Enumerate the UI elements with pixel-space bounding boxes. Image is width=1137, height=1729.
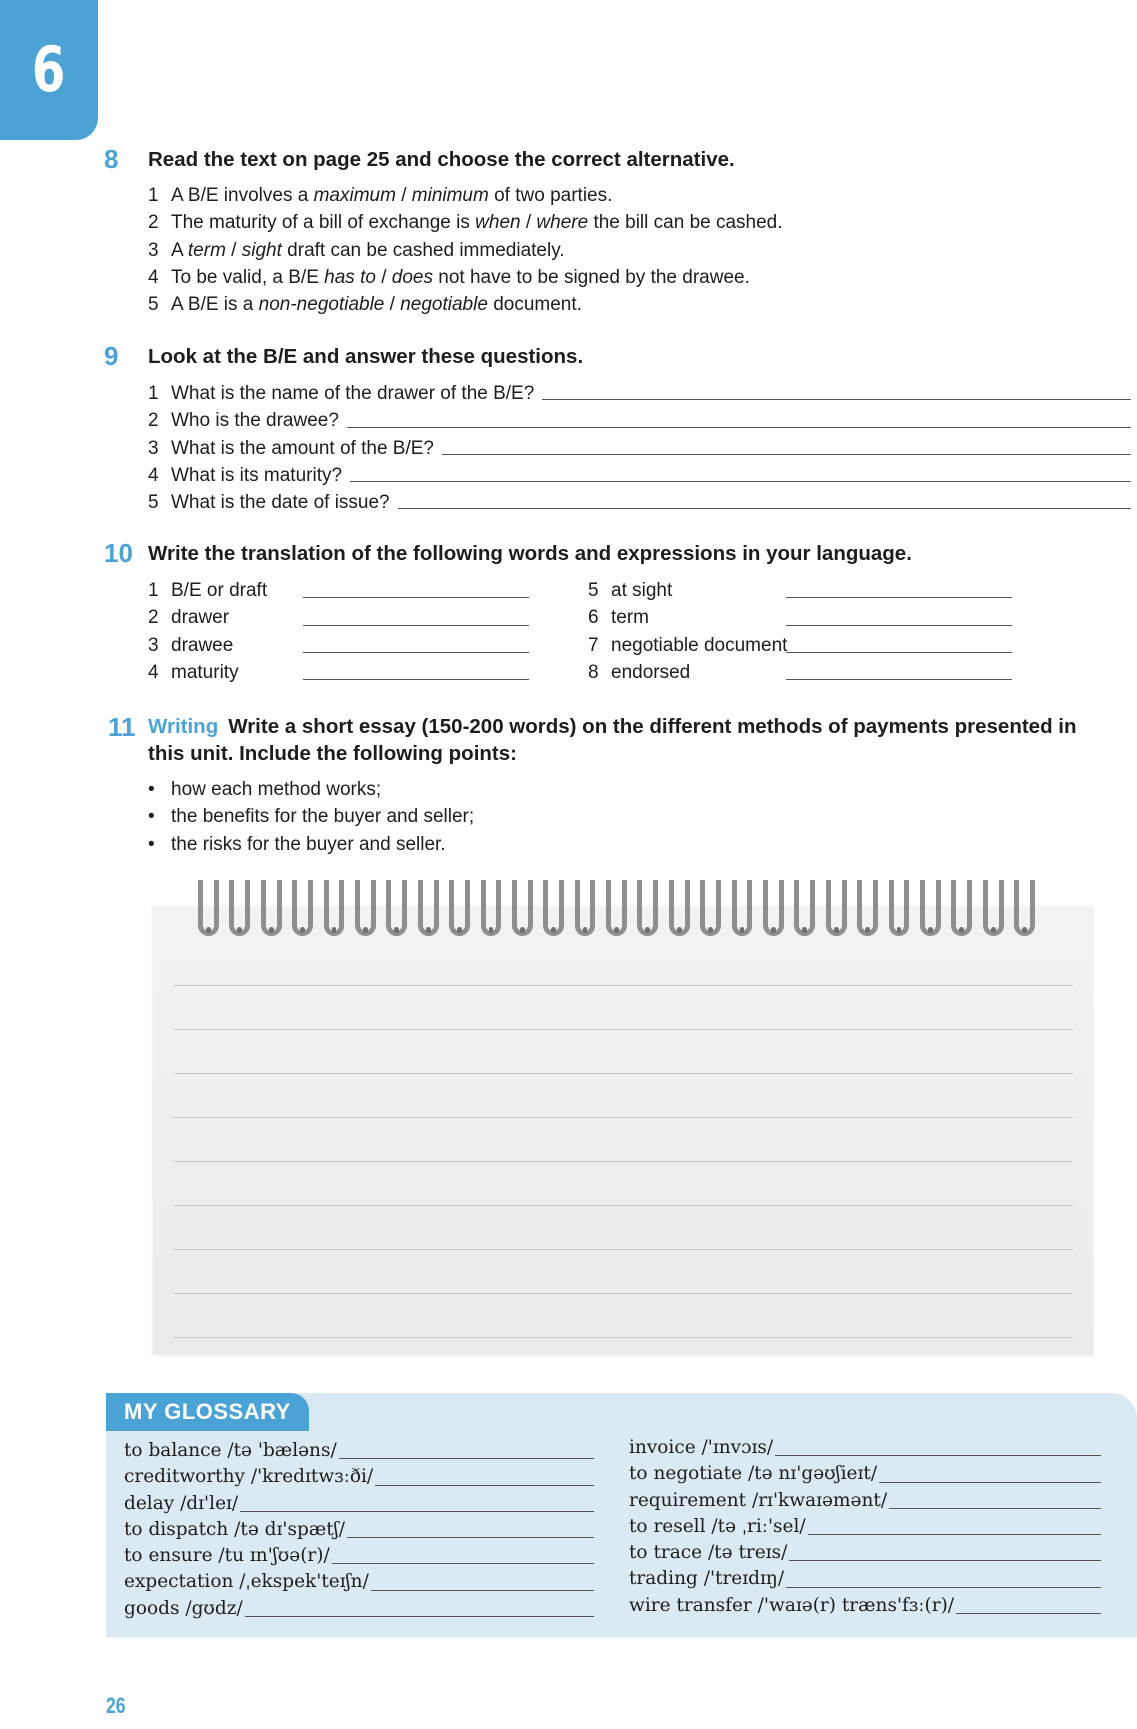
item-number: 8: [588, 661, 599, 683]
question-row: [148, 462, 1134, 489]
glossary-answer-line[interactable]: [789, 1540, 1101, 1561]
glossary-entry: [629, 1593, 1101, 1619]
writing-line[interactable]: [173, 1205, 1073, 1206]
item-number: 1: [148, 580, 159, 601]
exercise-instruction: Write the translation of the following words and expressions in your language.: [148, 542, 912, 565]
glossary-answer-line[interactable]: [808, 1514, 1101, 1535]
glossary-term: to ensure /tu ɪn'ʃʊə(r)/: [124, 1545, 330, 1567]
item-number: 2: [148, 607, 159, 629]
text-fragment: of two parties.: [488, 185, 613, 206]
item-number: 4: [148, 464, 159, 486]
writing-line[interactable]: [173, 1073, 1073, 1074]
question-row: [148, 407, 1134, 434]
translation-grid: [148, 577, 1068, 686]
translation-cell: [588, 659, 1030, 686]
text-fragment: /: [225, 239, 242, 261]
glossary-entry: [124, 1464, 594, 1490]
glossary-answer-line[interactable]: [245, 1596, 594, 1617]
writing-line[interactable]: [173, 1293, 1073, 1294]
glossary-term: wire transfer /'waɪə(r) træns'fɜː(r)/: [629, 1594, 955, 1616]
glossary-entry: [124, 1596, 594, 1622]
text-fragment: /: [375, 266, 392, 288]
exercise-instruction: Write a short essay (150-200 words) on the different methods of payments presented in this unit. Include the following points:: [148, 715, 1077, 765]
glossary-entry: [124, 1438, 594, 1464]
glossary-answer-line[interactable]: [879, 1461, 1101, 1482]
exercise-number: 9: [104, 341, 119, 371]
item-number: 3: [148, 437, 159, 459]
term-text: at sight: [611, 580, 673, 601]
item-number: 5: [588, 580, 599, 601]
item-number: 6: [588, 607, 599, 629]
item-number: 3: [148, 634, 159, 656]
text-fragment: not have to be signed by the drawee.: [432, 266, 750, 288]
glossary-entry: [124, 1569, 594, 1595]
spiral-ring: [386, 880, 407, 936]
translation-answer-line[interactable]: [786, 632, 1012, 653]
term-text: maturity: [171, 661, 239, 683]
spiral-ring: [857, 880, 878, 936]
exercise-instruction-block: [148, 713, 1117, 767]
glossary-term: to balance /tə 'bæləns/: [124, 1440, 337, 1461]
exercise-8-items: [148, 182, 1137, 318]
question-text: What is the date of issue?: [171, 492, 390, 514]
spiral-ring: [606, 880, 627, 936]
translation-cell: [148, 632, 590, 659]
question-text: What is the name of the drawer of the B/E?: [171, 383, 535, 404]
glossary-entry: [629, 1435, 1101, 1461]
term-text: drawee: [171, 634, 234, 656]
item-number: 4: [148, 661, 159, 683]
term-text: term: [611, 607, 649, 629]
text-fragment: The maturity of a bill of exchange is: [171, 212, 476, 234]
translation-answer-line[interactable]: [786, 577, 1012, 598]
glossary-entry: [629, 1540, 1101, 1566]
list-item: [148, 237, 1137, 264]
translation-row: [148, 659, 1068, 686]
alternative-option[interactable]: minimum: [411, 185, 489, 206]
glossary-answer-line[interactable]: [956, 1593, 1101, 1614]
alternative-option[interactable]: sight: [241, 239, 282, 261]
spiral-ring: [889, 880, 910, 936]
glossary-answer-line[interactable]: [786, 1566, 1101, 1587]
text-fragment: document.: [487, 294, 582, 316]
exercise-9-items: [148, 380, 1134, 516]
spiral-ring: [1014, 880, 1035, 936]
spiral-ring: [292, 880, 313, 936]
spiral-ring: [229, 880, 250, 936]
item-number: 5: [148, 294, 159, 316]
glossary-term: trading /'treɪdɪŋ/: [629, 1568, 785, 1590]
unit-number-tab: [0, 0, 98, 140]
writing-line[interactable]: [173, 985, 1073, 986]
spiral-ring: [324, 880, 345, 936]
writing-line[interactable]: [173, 1117, 1073, 1118]
alternative-option[interactable]: where: [536, 212, 589, 234]
item-text: [171, 209, 783, 236]
translation-cell: [588, 577, 1030, 604]
answer-line[interactable]: [442, 435, 1131, 455]
answer-line[interactable]: [347, 407, 1131, 427]
question-row: [148, 489, 1134, 516]
glossary-entry: [629, 1461, 1101, 1487]
alternative-option[interactable]: when: [475, 212, 521, 234]
spiral-ring: [951, 880, 972, 936]
unit-number: 6: [32, 33, 66, 106]
glossary-term: creditworthy /'kredɪtwɜːði/: [124, 1466, 374, 1488]
alternative-option[interactable]: negotiable: [400, 294, 488, 316]
item-number: 7: [588, 634, 599, 656]
writing-line[interactable]: [173, 1029, 1073, 1030]
spiral-ring: [449, 880, 470, 936]
glossary-answer-line[interactable]: [775, 1435, 1101, 1456]
bullet-text: how each method works;: [171, 779, 382, 800]
item-number: 1: [148, 185, 159, 206]
glossary-term: to resell /tə ˌriː'sel/: [629, 1515, 806, 1537]
spiral-ring: [732, 880, 753, 936]
spiral-ring: [920, 880, 941, 936]
question-text: What is the amount of the B/E?: [171, 437, 434, 459]
spiral-ring: [355, 880, 376, 936]
question-row: [148, 435, 1134, 462]
glossary-entry: [124, 1517, 594, 1543]
text-fragment: A B/E is a: [171, 294, 259, 316]
translation-answer-line[interactable]: [786, 659, 1012, 680]
translation-cell: [148, 659, 590, 686]
list-item: [148, 264, 1137, 291]
glossary-answer-line[interactable]: [375, 1464, 594, 1485]
list-item: [148, 209, 1137, 236]
bullet-icon: •: [148, 833, 155, 855]
text-fragment: To be valid, a B/E: [171, 266, 325, 288]
text-fragment: A B/E involves a: [171, 185, 314, 206]
text-fragment: A: [171, 239, 188, 261]
text-fragment: /: [384, 294, 401, 316]
answer-line[interactable]: [398, 489, 1131, 509]
spiral-ring: [983, 880, 1004, 936]
spiral-ring: [826, 880, 847, 936]
spiral-ring: [261, 880, 282, 936]
bullet-text: the risks for the buyer and seller.: [171, 833, 446, 855]
bullet-icon: •: [148, 806, 155, 828]
spiral-ring: [763, 880, 784, 936]
glossary-term: expectation /ˌekspek'teɪʃn/: [124, 1571, 369, 1593]
text-fragment: the bill can be cashed.: [588, 212, 783, 234]
spiral-ring: [543, 880, 564, 936]
exercise-instruction: Read the text on page 25 and choose the correct alternative.: [148, 148, 735, 171]
essay-points: [148, 776, 1137, 858]
item-number: 3: [148, 239, 159, 261]
glossary-term: to trace /tə treɪs/: [629, 1542, 788, 1564]
list-item: [148, 291, 1137, 318]
glossary-entry: [629, 1488, 1101, 1514]
bullet-point: [148, 831, 1137, 858]
glossary-answer-line[interactable]: [889, 1488, 1101, 1509]
glossary-left-column: [124, 1438, 594, 1622]
item-text: [171, 291, 582, 318]
glossary-term: invoice /'ɪnvɔɪs/: [629, 1437, 774, 1458]
glossary-entry: [124, 1543, 594, 1569]
spiral-ring: [669, 880, 690, 936]
translation-cell: [588, 632, 1030, 659]
term-text: drawer: [171, 607, 230, 629]
text-fragment: /: [395, 185, 412, 206]
list-item: [148, 182, 1137, 209]
bullet-icon: •: [148, 779, 155, 800]
question-row: [148, 380, 1134, 407]
translation-cell: [148, 604, 590, 631]
glossary-answer-line[interactable]: [347, 1517, 594, 1538]
writing-line[interactable]: [173, 1161, 1073, 1162]
glossary-term: requirement /rɪ'kwaɪəmənt/: [629, 1489, 888, 1511]
alternative-option[interactable]: maximum: [313, 185, 396, 206]
glossary-answer-line[interactable]: [240, 1491, 594, 1512]
item-text: [171, 264, 750, 291]
page-number: 26: [106, 1693, 126, 1718]
glossary-term: to negotiate /tə nɪ'gəʊʃieɪt/: [629, 1463, 878, 1485]
spiral-binding: [198, 880, 1048, 940]
translation-row: [148, 604, 1068, 631]
text-fragment: draft can be cashed immediately.: [281, 239, 565, 261]
exercise-number: 8: [104, 144, 119, 174]
translation-row: [148, 632, 1068, 659]
exercise-number: 11: [108, 712, 136, 742]
translation-answer-line[interactable]: [786, 604, 1012, 625]
translation-row: [148, 577, 1068, 604]
spiral-ring: [637, 880, 658, 936]
glossary-entry: [629, 1514, 1101, 1540]
item-text: [171, 182, 612, 209]
question-text: What is its maturity?: [171, 464, 343, 486]
translation-answer-line[interactable]: [303, 577, 529, 598]
text-fragment: /: [520, 212, 537, 234]
spiral-ring: [794, 880, 815, 936]
glossary-title: MY GLOSSARY: [106, 1393, 309, 1431]
item-text: [171, 237, 565, 264]
translation-cell: [588, 604, 1030, 631]
spiral-ring: [481, 880, 502, 936]
alternative-option[interactable]: has to: [324, 266, 376, 288]
translation-answer-line[interactable]: [303, 604, 529, 625]
writing-line[interactable]: [173, 1249, 1073, 1250]
term-text: B/E or draft: [171, 580, 268, 601]
glossary-entry: [124, 1491, 594, 1517]
exercise-number: 10: [104, 538, 133, 568]
glossary-entry: [629, 1566, 1101, 1592]
translation-answer-line[interactable]: [303, 659, 529, 680]
item-number: 4: [148, 266, 159, 288]
glossary-term: to dispatch /tə dɪ'spætʃ/: [124, 1518, 345, 1540]
spiral-ring: [418, 880, 439, 936]
translation-cell: [148, 577, 590, 604]
alternative-option[interactable]: does: [391, 266, 433, 288]
answer-line[interactable]: [542, 380, 1131, 400]
item-number: 2: [148, 410, 159, 432]
bullet-text: the benefits for the buyer and seller;: [171, 806, 475, 828]
writing-line[interactable]: [173, 1337, 1073, 1338]
alternative-option[interactable]: term: [187, 239, 226, 261]
glossary-term: delay /dɪ'leɪ/: [124, 1492, 239, 1514]
question-text: Who is the drawee?: [171, 410, 339, 432]
term-text: endorsed: [611, 661, 691, 683]
spiral-ring: [512, 880, 533, 936]
writing-tag: Writing: [148, 715, 219, 738]
writing-notebook[interactable]: [153, 907, 1093, 1355]
bullet-point: [148, 803, 1137, 830]
glossary-right-column: [629, 1435, 1101, 1619]
glossary-answer-line[interactable]: [332, 1543, 594, 1564]
spiral-ring: [198, 880, 219, 936]
spiral-ring: [575, 880, 596, 936]
item-number: 2: [148, 212, 159, 234]
glossary-answer-line[interactable]: [339, 1438, 594, 1459]
term-text: negotiable document: [611, 634, 788, 656]
glossary-term: goods /gʊdz/: [124, 1597, 243, 1619]
item-number: 1: [148, 383, 159, 404]
alternative-option[interactable]: non-negotiable: [258, 294, 385, 316]
item-number: 5: [148, 492, 159, 514]
answer-line[interactable]: [350, 462, 1131, 482]
glossary-answer-line[interactable]: [371, 1569, 594, 1590]
spiral-ring: [700, 880, 721, 936]
exercise-instruction: Look at the B/E and answer these questions.: [148, 345, 584, 368]
bullet-point: [148, 776, 1137, 803]
translation-answer-line[interactable]: [303, 632, 529, 653]
